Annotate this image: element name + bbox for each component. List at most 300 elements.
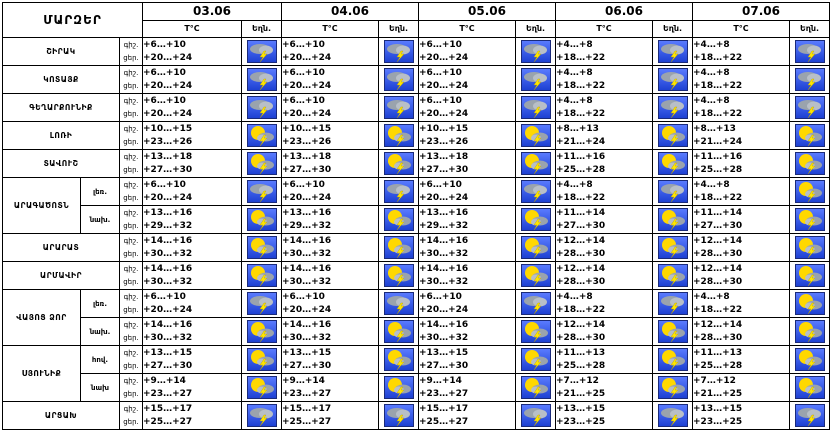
temperature-cell [282,290,379,318]
day-temperature: +28…+30 [556,332,606,343]
table-row [3,178,830,206]
day-temperature: +25…+28 [693,164,743,175]
day-temperature: +25…+28 [556,164,606,175]
sun-cloud-storm-icon [242,208,281,231]
temperature-cell [282,346,379,374]
weather-icon-cell [242,38,282,66]
day-temperature: +28…+30 [693,248,743,259]
day-temperature: +18…+22 [693,80,743,91]
sun-cloud-storm-icon [790,208,829,231]
period-labels [120,262,143,290]
thunderstorm-icon [653,404,692,427]
temperature-cell [419,178,516,206]
day-temperature: +25…+28 [556,360,606,371]
day-temperature: +23…+27 [282,388,332,399]
temperature-cell [693,122,790,150]
temperature-subheader: T°C [556,21,653,38]
weather-icon-cell [516,346,556,374]
weather-icon-cell [790,122,830,150]
thunderstorm-icon [653,68,692,91]
temperature-cell [693,206,790,234]
night-temperature: +10…+15 [282,123,332,134]
night-temperature: +6…+10 [282,39,325,50]
night-temperature: +4…+8 [693,39,730,50]
temperature-cell [693,318,790,346]
sun-cloud-storm-icon [379,208,418,231]
temperature-cell [143,346,242,374]
thunderstorm-icon [516,96,555,119]
night-temperature: +7…+12 [556,375,599,386]
temperature-cell [693,234,790,262]
night-label: գիշ. [123,68,139,77]
day-temperature: +28…+30 [693,332,743,343]
weather-icon-cell [653,150,693,178]
region-column-header: ՄԱՐԶԵՐ [3,3,143,38]
night-label: գիշ. [123,208,139,217]
day-temperature: +20…+24 [419,192,469,203]
period-labels [120,122,143,150]
weather-icon-cell [242,150,282,178]
temperature-cell [282,178,379,206]
temperature-cell [556,346,653,374]
sun-cloud-storm-icon [653,264,692,287]
night-temperature: +4…+8 [556,179,593,190]
temperature-cell [556,402,653,430]
temperature-cell [419,94,516,122]
night-label: գիշ. [123,376,139,385]
sun-cloud-storm-icon [790,320,829,343]
temperature-cell [282,318,379,346]
night-temperature: +11…+14 [693,207,743,218]
table-row [3,318,830,346]
temperature-cell [693,94,790,122]
weather-icon-cell [653,374,693,402]
night-label: գիշ. [123,292,139,301]
day-temperature: +29…+32 [282,220,332,231]
day-temperature: +23…+25 [693,416,743,427]
period-labels [120,206,143,234]
table-row [3,234,830,262]
weather-icon-cell [242,346,282,374]
day-temperature: +23…+26 [143,136,193,147]
night-temperature: +12…+14 [556,319,606,330]
temperature-cell [143,374,242,402]
temperature-cell [282,122,379,150]
weather-icon-cell [653,262,693,290]
temperature-cell [143,178,242,206]
sun-cloud-storm-icon [790,292,829,315]
temperature-cell [143,402,242,430]
weather-icon-cell [516,66,556,94]
sun-cloud-storm-icon [653,208,692,231]
period-labels [120,66,143,94]
period-labels [120,402,143,430]
day-temperature: +23…+27 [419,388,469,399]
temperature-cell [282,66,379,94]
thunderstorm-icon [790,68,829,91]
temperature-cell [693,402,790,430]
day-temperature: +30…+32 [282,332,332,343]
day-temperature: +27…+30 [143,164,193,175]
zone-name: լեռ. [81,178,120,206]
day-temperature: +27…+30 [282,164,332,175]
weather-icon-cell [379,262,419,290]
night-label: գիշ. [123,264,139,273]
temperature-cell [693,38,790,66]
weather-icon-cell [379,290,419,318]
night-label: գիշ. [123,96,139,105]
temperature-cell [419,150,516,178]
temperature-cell [693,66,790,94]
night-temperature: +9…+14 [143,375,186,386]
weather-icon-cell [379,346,419,374]
night-temperature: +14…+16 [419,319,469,330]
temperature-cell [143,206,242,234]
region-name: ՎԱՅՈՑ ՁՈՐ [3,290,81,346]
sun-cloud-storm-icon [653,152,692,175]
zone-name: նախ. [81,206,120,234]
temperature-cell [556,150,653,178]
weather-icon-cell [516,374,556,402]
night-temperature: +12…+14 [556,235,606,246]
night-temperature: +14…+16 [143,263,193,274]
temperature-cell [556,38,653,66]
thunderstorm-icon [242,180,281,203]
temperature-cell [143,38,242,66]
temperature-cell [419,234,516,262]
sun-cloud-storm-icon [516,264,555,287]
sun-cloud-storm-icon [516,152,555,175]
temperature-cell [282,206,379,234]
night-temperature: +10…+15 [419,123,469,134]
temperature-cell [556,318,653,346]
day-temperature: +30…+32 [143,276,193,287]
region-name: ԼՈՌԻ [3,122,120,150]
day-temperature: +21…+24 [693,136,743,147]
day-temperature: +20…+24 [282,52,332,63]
night-temperature: +11…+13 [556,347,606,358]
night-temperature: +6…+10 [419,67,462,78]
thunderstorm-icon [516,404,555,427]
weather-icon-cell [790,262,830,290]
night-temperature: +11…+16 [556,151,606,162]
day-temperature: +18…+22 [556,304,606,315]
weather-icon-cell [379,178,419,206]
night-temperature: +6…+10 [143,95,186,106]
thunderstorm-icon [242,68,281,91]
weather-icon-cell [242,94,282,122]
thunderstorm-icon [379,292,418,315]
day-temperature: +29…+32 [419,220,469,231]
day-temperature: +20…+24 [419,108,469,119]
sun-cloud-storm-icon [242,376,281,399]
sun-cloud-storm-icon [379,236,418,259]
day-temperature: +20…+24 [143,108,193,119]
weather-icon-cell [379,38,419,66]
night-temperature: +8…+13 [693,123,736,134]
temperature-cell [419,206,516,234]
night-label: գիշ. [123,124,139,133]
temperature-cell [556,374,653,402]
night-temperature: +13…+18 [282,151,332,162]
weather-subheader: Եղն. [242,21,282,38]
zone-name: նախ [81,374,120,402]
weather-icon-cell [379,122,419,150]
weather-icon-cell [790,38,830,66]
sun-cloud-storm-icon [790,124,829,147]
night-temperature: +12…+14 [693,235,743,246]
day-temperature: +20…+24 [143,52,193,63]
night-label: գիշ. [123,348,139,357]
night-label: գիշ. [123,236,139,245]
night-label: գիշ. [123,152,139,161]
weather-icon-cell [653,38,693,66]
day-temperature: +18…+22 [556,108,606,119]
day-temperature: +18…+22 [556,52,606,63]
night-temperature: +6…+10 [419,95,462,106]
day-temperature: +18…+22 [693,52,743,63]
day-temperature: +30…+32 [282,276,332,287]
region-name: ԱՐԱՐԱՏ [3,234,120,262]
temperature-cell [419,346,516,374]
night-temperature: +15…+17 [143,403,193,414]
temperature-subheader: T°C [282,21,379,38]
table-row [3,38,830,66]
sun-cloud-storm-icon [790,180,829,203]
thunderstorm-icon [379,180,418,203]
sun-cloud-storm-icon [516,124,555,147]
night-temperature: +11…+14 [556,207,606,218]
sun-cloud-storm-icon [516,320,555,343]
night-temperature: +6…+10 [143,39,186,50]
region-name: ԿՈՏԱՅՔ [3,66,120,94]
thunderstorm-icon [790,96,829,119]
thunderstorm-icon [242,40,281,63]
day-label: ցեր. [123,109,139,118]
sun-cloud-storm-icon [242,264,281,287]
zone-name: լեռ. [81,290,120,318]
sun-cloud-storm-icon [242,124,281,147]
weather-subheader: Եղն. [653,21,693,38]
weather-icon-cell [653,122,693,150]
weather-icon-cell [790,234,830,262]
weather-icon-cell [790,402,830,430]
thunderstorm-icon [790,40,829,63]
day-temperature: +18…+22 [693,304,743,315]
night-temperature: +14…+16 [282,263,332,274]
night-temperature: +4…+8 [556,291,593,302]
temperature-cell [419,318,516,346]
day-temperature: +25…+28 [693,360,743,371]
date-header: 04.06 [282,3,419,21]
period-labels [120,150,143,178]
night-temperature: +11…+13 [693,347,743,358]
night-temperature: +6…+10 [282,67,325,78]
day-temperature: +27…+30 [282,360,332,371]
date-header: 05.06 [419,3,556,21]
sun-cloud-storm-icon [379,376,418,399]
night-temperature: +15…+17 [282,403,332,414]
weather-icon-cell [242,262,282,290]
night-temperature: +14…+16 [143,319,193,330]
thunderstorm-icon [516,68,555,91]
day-label: ցեր. [123,249,139,258]
weather-icon-cell [653,402,693,430]
temperature-cell [143,150,242,178]
thunderstorm-icon [516,292,555,315]
sun-cloud-storm-icon [516,208,555,231]
night-temperature: +13…+15 [143,347,193,358]
temperature-cell [556,66,653,94]
thunderstorm-icon [516,40,555,63]
thunderstorm-icon [242,96,281,119]
region-name: ԳԵՂԱՐՔՈՒՆԻՔ [3,94,120,122]
night-temperature: +13…+16 [282,207,332,218]
day-temperature: +29…+32 [143,220,193,231]
night-temperature: +14…+16 [143,235,193,246]
day-temperature: +20…+24 [282,108,332,119]
temperature-subheader: T°C [419,21,516,38]
weather-icon-cell [516,402,556,430]
day-temperature: +25…+27 [419,416,469,427]
table-row [3,402,830,430]
temperature-cell [556,178,653,206]
weather-icon-cell [516,150,556,178]
region-name: ՇԻՐԱԿ [3,38,120,66]
weather-icon-cell [379,206,419,234]
date-header: 03.06 [143,3,282,21]
temperature-cell [282,150,379,178]
weather-icon-cell [379,318,419,346]
temperature-cell [693,178,790,206]
day-temperature: +28…+30 [556,248,606,259]
temperature-cell [693,346,790,374]
sun-cloud-storm-icon [516,348,555,371]
night-temperature: +4…+8 [693,179,730,190]
weather-icon-cell [379,234,419,262]
forecast-table [2,2,830,430]
day-temperature: +20…+24 [419,304,469,315]
night-temperature: +9…+14 [419,375,462,386]
table-row [3,122,830,150]
sun-cloud-storm-icon [242,236,281,259]
weather-subheader: Եղն. [379,21,419,38]
weather-icon-cell [790,66,830,94]
night-temperature: +13…+15 [282,347,332,358]
day-label: ցեր. [123,221,139,230]
night-temperature: +12…+14 [693,263,743,274]
region-name: ԱՐԱԳԱԾՈՏՆ [3,178,81,234]
sun-cloud-storm-icon [516,376,555,399]
period-labels [120,290,143,318]
day-temperature: +20…+24 [143,304,193,315]
night-temperature: +6…+10 [282,95,325,106]
weather-icon-cell [242,178,282,206]
thunderstorm-icon [653,96,692,119]
night-temperature: +4…+8 [693,95,730,106]
night-label: գիշ. [123,40,139,49]
day-temperature: +27…+30 [419,360,469,371]
thunderstorm-icon [516,180,555,203]
weather-icon-cell [790,94,830,122]
temperature-cell [419,66,516,94]
day-temperature: +28…+30 [693,276,743,287]
day-temperature: +30…+32 [419,276,469,287]
weather-icon-cell [790,178,830,206]
table-row [3,94,830,122]
weather-icon-cell [516,234,556,262]
temperature-cell [282,38,379,66]
night-temperature: +14…+16 [282,319,332,330]
temperature-cell [693,374,790,402]
table-row [3,374,830,402]
temperature-cell [693,150,790,178]
night-temperature: +6…+10 [143,67,186,78]
night-temperature: +4…+8 [693,67,730,78]
weather-icon-cell [653,290,693,318]
night-temperature: +14…+16 [419,235,469,246]
region-name: ՍՅՈՒՆԻՔ [3,346,81,402]
weather-icon-cell [516,206,556,234]
thunderstorm-icon [653,40,692,63]
temperature-cell [419,290,516,318]
night-temperature: +14…+16 [282,235,332,246]
sun-cloud-storm-icon [653,236,692,259]
sun-cloud-storm-icon [790,152,829,175]
temperature-cell [143,234,242,262]
night-temperature: +4…+8 [693,291,730,302]
night-temperature: +13…+18 [143,151,193,162]
weather-icon-cell [790,318,830,346]
sun-cloud-storm-icon [379,348,418,371]
temperature-subheader: T°C [143,21,242,38]
night-label: գիշ. [123,180,139,189]
day-label: ցեր. [123,137,139,146]
temperature-cell [143,66,242,94]
night-label: գիշ. [123,320,139,329]
day-temperature: +18…+22 [556,192,606,203]
table-row [3,206,830,234]
region-name: ԱՐՄԱՎԻՐ [3,262,120,290]
night-temperature: +15…+17 [419,403,469,414]
night-temperature: +6…+10 [143,179,186,190]
temperature-cell [693,262,790,290]
weather-icon-cell [790,346,830,374]
night-temperature: +6…+10 [143,291,186,302]
sun-cloud-storm-icon [379,152,418,175]
weather-icon-cell [242,374,282,402]
day-label: ցեր. [123,53,139,62]
weather-icon-cell [790,206,830,234]
weather-icon-cell [379,374,419,402]
date-header: 07.06 [693,3,830,21]
weather-icon-cell [516,94,556,122]
thunderstorm-icon [242,292,281,315]
night-label: գիշ. [123,404,139,413]
period-labels [120,178,143,206]
sun-cloud-storm-icon [379,320,418,343]
night-temperature: +9…+14 [282,375,325,386]
temperature-cell [419,38,516,66]
thunderstorm-icon [379,68,418,91]
day-label: ցեր. [123,165,139,174]
thunderstorm-icon [242,404,281,427]
day-temperature: +20…+24 [282,192,332,203]
table-row [3,66,830,94]
sun-cloud-storm-icon [653,376,692,399]
weather-icon-cell [242,402,282,430]
day-temperature: +27…+30 [419,164,469,175]
